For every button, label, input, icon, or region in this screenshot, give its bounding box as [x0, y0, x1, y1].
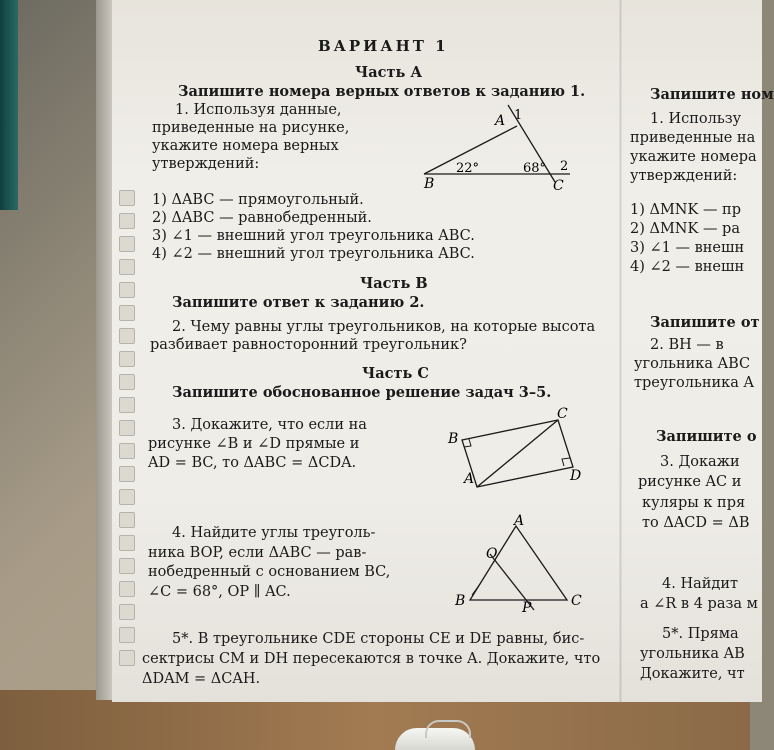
label-b: B: [455, 593, 466, 609]
right-col-line: укажите номера: [630, 149, 757, 165]
label-o: O: [486, 546, 498, 562]
part-a-title: Часть А: [355, 64, 423, 81]
angle-b-value: 22°: [456, 161, 480, 176]
task4-line: ∠C = 68°, OP ∥ AC.: [148, 584, 291, 600]
variant-title: ВАРИАНТ 1: [318, 37, 449, 55]
right-col-line: куляры к пря: [642, 495, 746, 511]
right-angle-mark-b: [464, 439, 471, 447]
label-1: 1: [514, 108, 523, 123]
diagonal-ac: [477, 420, 558, 487]
label-c: C: [571, 593, 582, 609]
part-c-instruction: Запишите обоснованное решение задач 3–5.: [172, 384, 552, 401]
right-col-line: треугольника A: [634, 375, 754, 391]
label-a: A: [495, 113, 506, 129]
task1-triangle-figure: [380, 100, 590, 195]
task1-line: укажите номера верных: [152, 138, 339, 154]
label-c: C: [557, 406, 568, 422]
option-1: 1) ΔABC — прямоугольный.: [152, 192, 364, 208]
right-col-line: Запишите от: [650, 314, 760, 331]
right-col-line: угольника AB: [640, 646, 745, 662]
label-b: B: [424, 176, 435, 192]
task3-line: рисунке ∠B и ∠D прямые и: [148, 436, 360, 452]
label-d: D: [570, 468, 582, 484]
label-a: A: [464, 471, 475, 487]
tick-mark: [472, 584, 480, 595]
right-col-line: 4) ∠2 — внешн: [630, 259, 745, 275]
task4-line: ника BOP, если ΔABC — рав-: [148, 545, 367, 561]
right-col-line: приведенные на: [630, 130, 756, 146]
right-col-line: 2) ΔMNK — ра: [630, 221, 740, 237]
label-2: 2: [560, 159, 569, 174]
task4-triangle-figure: [450, 512, 590, 617]
part-b-title: Часть В: [360, 275, 428, 292]
right-col-line: 3) ∠1 — внешн: [630, 240, 745, 256]
shoe-detail: [425, 720, 471, 738]
right-col-line: утверждений:: [630, 168, 738, 184]
task5-line: 5*. В треугольнике CDE стороны CE и DE равны, бис-: [172, 631, 585, 647]
binding-holes: [116, 190, 138, 673]
right-col-line: 3. Докажи: [660, 454, 740, 470]
triangle-abc: [470, 526, 567, 600]
task5-line: сектрисы CM и DH пересекаются в точке A. Докажите, что: [142, 651, 601, 667]
part-b-instruction: Запишите ответ к заданию 2.: [172, 294, 425, 311]
right-col-line: угольника ABC: [634, 356, 751, 372]
right-angle-mark-d: [562, 458, 570, 466]
right-col-line: 2. BH — в: [650, 337, 724, 353]
label-c: C: [553, 178, 564, 194]
label-b: B: [448, 431, 459, 447]
right-col-line: 1. Использу: [650, 111, 742, 127]
right-col-line: рисунке AC и: [638, 474, 742, 490]
paper-fold: [619, 0, 622, 702]
task1-line: приведенные на рисунке,: [152, 120, 350, 136]
angle-c-value: 68°: [523, 161, 547, 176]
option-3: 3) ∠1 — внешний угол треугольника ABC.: [152, 228, 475, 244]
label-p: P: [522, 600, 532, 616]
task1-line: 1. Используя данные,: [175, 102, 342, 118]
right-col-line: 1) ΔMNK — пр: [630, 202, 741, 218]
task2-line: 2. Чему равны углы треугольников, на которые высота: [172, 319, 596, 335]
right-col-line: Запишите о: [656, 428, 757, 445]
task5-line: ΔDAM = ΔCAH.: [142, 671, 261, 687]
right-col-line: 5*. Пряма: [662, 626, 739, 642]
right-col-line: а ∠R в 4 раза м: [640, 596, 758, 612]
right-col-line: 4. Найдит: [662, 576, 739, 592]
task1-line: утверждений:: [152, 156, 260, 172]
label-a: A: [514, 513, 525, 529]
task4-line: 4. Найдите углы треуголь-: [172, 525, 376, 541]
task4-line: нобедренный с основанием BC,: [148, 564, 391, 580]
option-4: 4) ∠2 — внешний угол треугольника ABC.: [152, 246, 475, 262]
right-col-line: то ΔACD = ΔB: [642, 515, 750, 531]
task3-line: AD = BC, то ΔABC = ΔCDA.: [148, 455, 357, 471]
task2-line: разбивает равносторонний треугольник?: [150, 337, 467, 353]
right-col-line: Запишите ном: [650, 86, 774, 103]
option-2: 2) ΔABC — равнобедренный.: [152, 210, 372, 226]
part-a-instruction: Запишите номера верных ответов к заданию 1.: [178, 83, 586, 100]
part-c-title: Часть С: [362, 365, 429, 382]
task3-rectangle-figure: [440, 405, 590, 490]
task3-line: 3. Докажите, что если на: [172, 417, 367, 433]
right-col-line: Докажите, чт: [640, 666, 745, 682]
green-object: [0, 0, 18, 210]
